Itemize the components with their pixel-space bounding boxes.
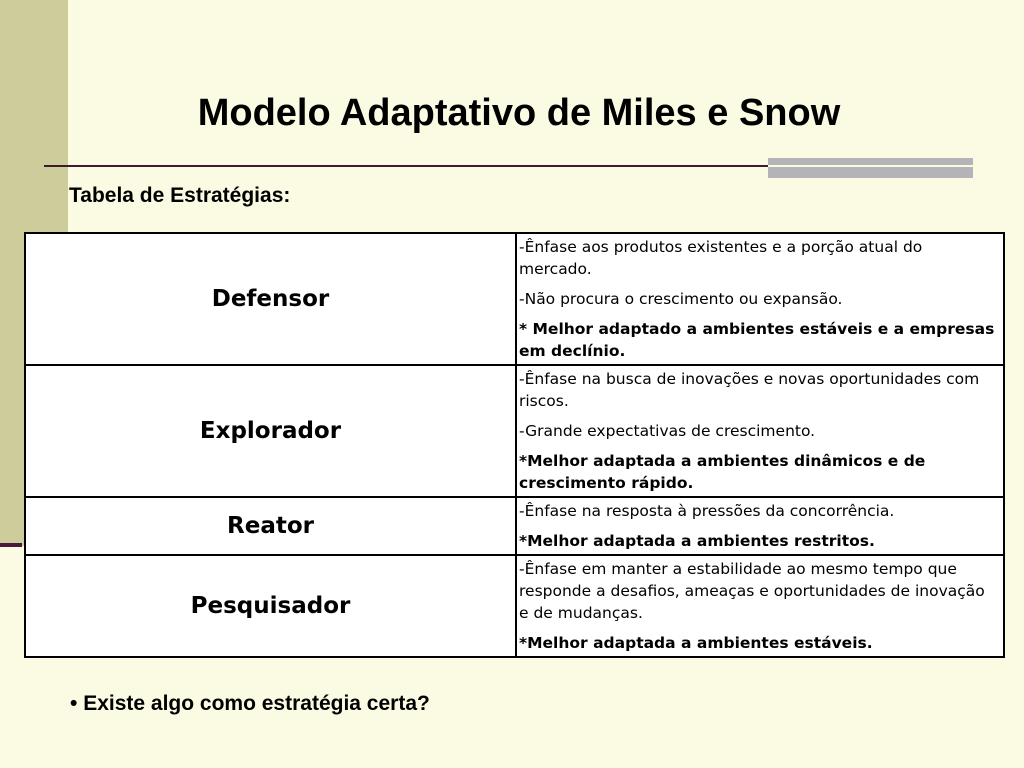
description-line: -Ênfase aos produtos existentes e a porção atual do mercado. bbox=[519, 238, 923, 278]
description-line-emphasis: *Melhor adaptada a ambientes estáveis. bbox=[519, 634, 873, 652]
description-line: -Ênfase na busca de inovações e novas oportunidades com riscos. bbox=[519, 370, 980, 410]
table-row bbox=[25, 497, 1004, 555]
description-line-emphasis: * Melhor adaptado a ambientes estáveis e a empresas em declínio. bbox=[519, 320, 995, 360]
strategy-name: Reator bbox=[25, 497, 516, 555]
description-line-emphasis: *Melhor adaptada a ambientes restritos. bbox=[519, 532, 875, 550]
strategy-name: Defensor bbox=[25, 233, 516, 365]
table-subtitle: Tabela de Estratégias: bbox=[69, 184, 291, 207]
strategy-description bbox=[516, 497, 1004, 555]
bullet-text: Existe algo como estratégia certa? bbox=[83, 692, 430, 715]
table-row bbox=[25, 365, 1004, 497]
left-decorative-line bbox=[0, 543, 22, 547]
table-row bbox=[25, 233, 1004, 365]
title-divider-block bbox=[768, 158, 973, 178]
slide-title: Modelo Adaptativo de Miles e Snow bbox=[197, 92, 841, 134]
strategy-description bbox=[516, 555, 1004, 657]
strategy-description bbox=[516, 233, 1004, 365]
description-line: -Ênfase na resposta à pressões da concorrência. bbox=[519, 502, 895, 520]
strategy-name: Pesquisador bbox=[25, 555, 516, 657]
description-line: -Não procura o crescimento ou expansão. bbox=[519, 290, 843, 308]
strategy-name: Explorador bbox=[25, 365, 516, 497]
bullet-marker: • bbox=[70, 692, 78, 715]
strategy-description bbox=[516, 365, 1004, 497]
table-row bbox=[25, 555, 1004, 657]
description-line: -Ênfase em manter a estabilidade ao mesmo tempo que responde a desafios, ameaças e oportunidades de inovação e de mudanças. bbox=[519, 560, 985, 622]
strategy-table bbox=[24, 232, 1005, 658]
title-divider-line bbox=[44, 165, 768, 167]
description-line-emphasis: *Melhor adaptada a ambientes dinâmicos e de crescimento rápido. bbox=[519, 452, 926, 492]
bullet-item bbox=[70, 692, 430, 716]
description-line: -Grande expectativas de crescimento. bbox=[519, 422, 816, 440]
